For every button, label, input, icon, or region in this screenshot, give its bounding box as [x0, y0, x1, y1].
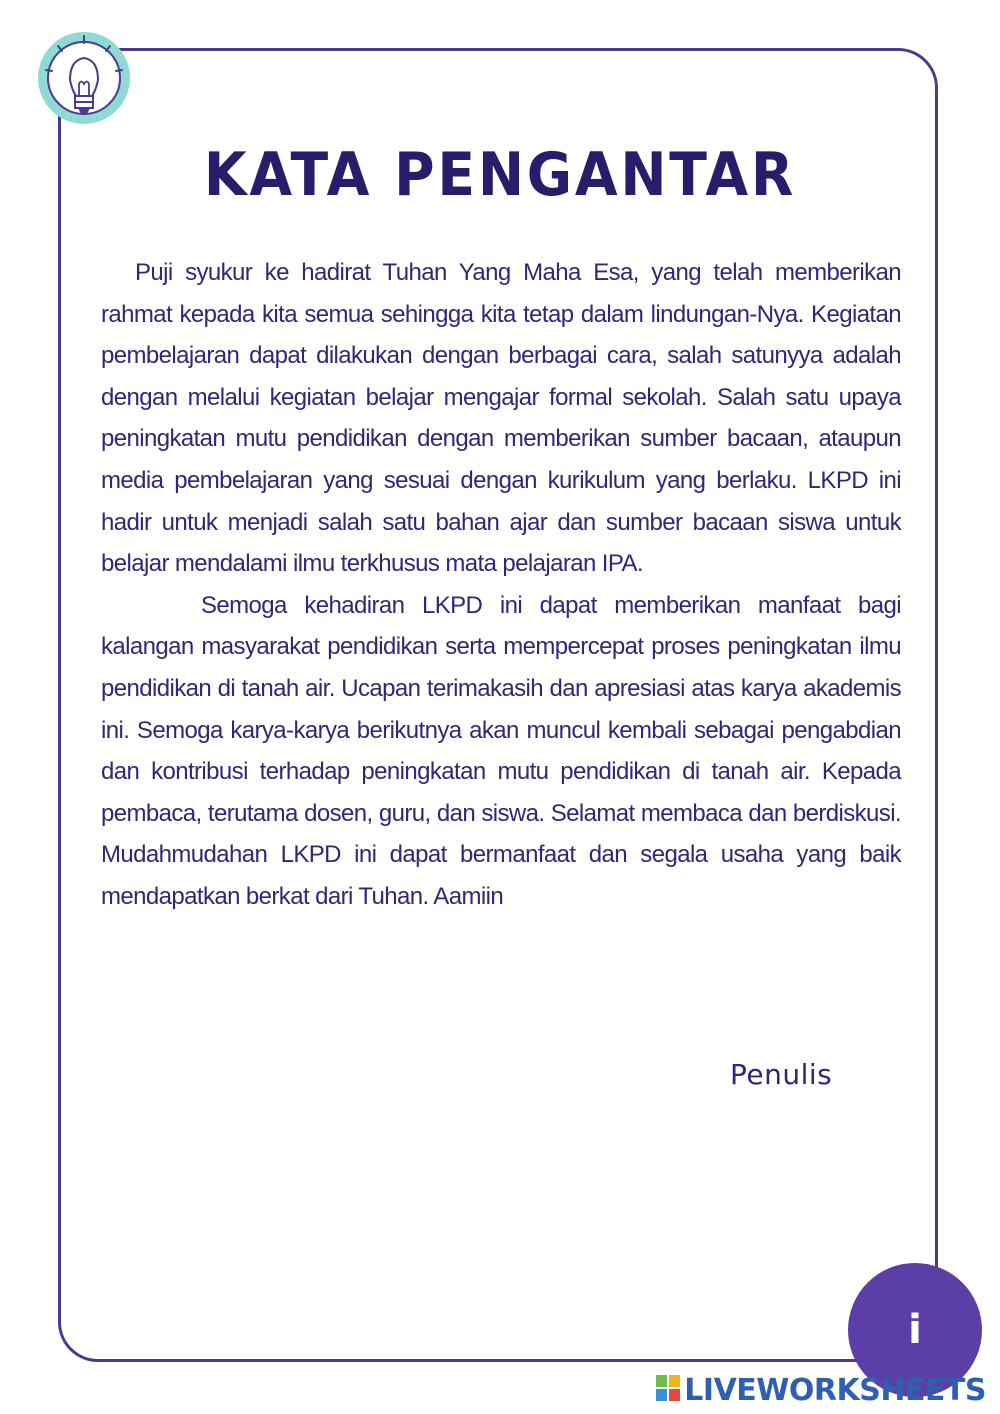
lightbulb-icon [36, 30, 132, 138]
signature: Penulis [730, 1058, 833, 1091]
page-number: i [908, 1307, 922, 1353]
page-title: KATA PENGANTAR [203, 140, 797, 210]
body-text [101, 252, 901, 918]
brand-name: LIVEWORKSHEETS [684, 1372, 986, 1408]
liveworksheets-logo-icon [656, 1375, 680, 1406]
paragraph-1: Puji syukur ke hadirat Tuhan Yang Maha Esa, yang telah memberikan rahmat kepada kita semua sehingga kita tetap dalam lindungan-Nya. Kegiatan pembelajaran dapat dilakukan dengan berbagai cara, salah satunyya adalah dengan melalui kegiatan belajar mengajar formal sekolah. Salah satu upaya peningkatan mutu pendidikan dengan memberikan sumber bacaan, ataupun media pembelajaran yang sesuai dengan kurikulum yang berlaku. LKPD ini hadir untuk menjadi salah satu bahan ajar dan sumber bacaan siswa untuk belajar mendalami ilmu terkhusus mata pelajaran IPA. [101, 259, 901, 578]
paragraph-2: Semoga kehadiran LKPD ini dapat memberikan manfaat bagi kalangan masyarakat pendidikan serta mempercepat proses peningkatan ilmu pendidikan di tanah air. Ucapan terimakasih dan apresiasi atas karya akademis ini. Semoga karya-karya berikutnya akan muncul kembali sebagai pengabdian dan kontribusi terhadap peningkatan mutu pendidikan di tanah air. Kepada pembaca, terutama dosen, guru, dan siswa. Selamat membaca dan berdiskusi. Mudahmudahan LKPD ini dapat bermanfaat dan segala usaha yang baik mendapatkan berkat dari Tuhan. Aamiin [101, 591, 901, 910]
liveworksheets-brand[interactable] [656, 1372, 986, 1408]
